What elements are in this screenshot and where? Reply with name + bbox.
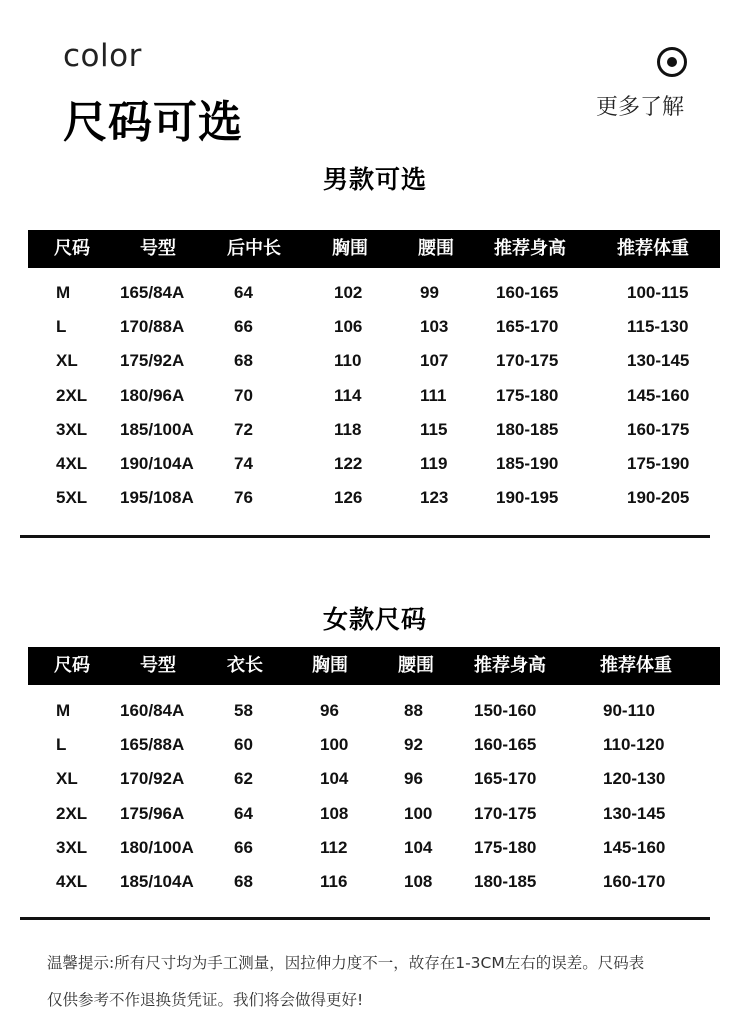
table-cell: 3XL <box>56 419 88 439</box>
table-cell: 126 <box>334 488 363 508</box>
table-cell: XL <box>56 351 78 371</box>
table-cell: 72 <box>234 419 253 439</box>
table-cell: 68 <box>234 872 253 891</box>
table-cell: 88 <box>404 701 423 720</box>
table-cell: 180/100A <box>120 837 194 857</box>
table-row <box>0 764 750 794</box>
table-cell: 115-130 <box>627 317 689 337</box>
women-table-header <box>28 647 720 685</box>
table-cell: L <box>56 735 67 755</box>
women-col-header: 尺码 <box>54 655 90 676</box>
table-cell: 96 <box>320 701 339 720</box>
men-section-title: 男款可选 <box>322 165 427 194</box>
table-cell: 76 <box>234 488 253 508</box>
table-cell: 110 <box>334 351 362 371</box>
table-cell: L <box>56 317 67 337</box>
men-col-header: 腰围 <box>418 238 454 259</box>
table-cell: XL <box>56 769 78 789</box>
table-cell: 110-120 <box>603 735 665 755</box>
table-cell: 185-190 <box>496 454 559 473</box>
table-cell: 116 <box>320 872 348 891</box>
table-cell: M <box>56 701 71 720</box>
table-cell: 160-175 <box>627 419 690 439</box>
men-col-header: 胸围 <box>332 238 368 259</box>
table-cell: 170-175 <box>496 351 559 371</box>
table-cell: 190/104A <box>120 454 194 473</box>
table-cell: 4XL <box>56 454 88 473</box>
table-cell: 2XL <box>56 803 88 823</box>
table-cell: 92 <box>404 735 423 755</box>
table-cell: 58 <box>234 701 253 720</box>
table-cell: 66 <box>234 317 253 337</box>
table-cell: 165/84A <box>120 283 185 302</box>
table-cell: 165-170 <box>474 769 537 789</box>
table-row <box>0 415 750 445</box>
table-cell: 190-195 <box>496 488 559 508</box>
table-cell: 130-145 <box>603 803 666 823</box>
table-cell: 60 <box>234 735 253 755</box>
men-col-header: 尺码 <box>54 238 90 259</box>
table-cell: 170-175 <box>474 803 537 823</box>
table-cell: 180-185 <box>496 419 559 439</box>
table-cell: 165/88A <box>120 735 185 755</box>
table-row <box>0 346 750 376</box>
table-cell: 100-115 <box>627 283 689 302</box>
table-cell: 119 <box>420 454 448 473</box>
table-cell: 74 <box>234 454 253 473</box>
table-cell: 175/92A <box>120 351 185 371</box>
target-icon[interactable] <box>657 47 687 77</box>
table-cell: 66 <box>234 837 253 857</box>
women-section-title: 女款尺码 <box>322 605 427 634</box>
table-cell: 120-130 <box>603 769 666 789</box>
table-cell: 114 <box>334 385 362 405</box>
table-cell: 160-165 <box>496 283 559 302</box>
table-row <box>0 833 750 863</box>
table-cell: 102 <box>334 283 363 302</box>
table-cell: 90-110 <box>603 701 655 720</box>
table-cell: 99 <box>420 283 439 302</box>
table-cell: 70 <box>234 385 253 405</box>
table-cell: 108 <box>320 803 349 823</box>
table-cell: 160-170 <box>603 872 666 891</box>
table-cell: 4XL <box>56 872 88 891</box>
table-cell: 111 <box>420 385 447 405</box>
table-cell: 180-185 <box>474 872 537 891</box>
table-cell: 165-170 <box>496 317 559 337</box>
women-col-header: 推荐身高 <box>474 655 546 676</box>
women-table-rule <box>20 917 710 920</box>
table-cell: 2XL <box>56 385 88 405</box>
table-cell: 106 <box>334 317 363 337</box>
table-row <box>0 312 750 342</box>
women-col-header: 衣长 <box>227 655 263 676</box>
table-cell: 62 <box>234 769 253 789</box>
women-col-header: 腰围 <box>398 655 434 676</box>
men-table-rule <box>20 535 710 538</box>
table-row <box>0 278 750 308</box>
table-cell: 195/108A <box>120 488 194 508</box>
table-cell: 170/92A <box>120 769 185 789</box>
header-title: 尺码可选 <box>63 97 243 148</box>
table-cell: 170/88A <box>120 317 185 337</box>
women-col-header: 胸围 <box>312 655 348 676</box>
table-cell: 108 <box>404 872 433 891</box>
women-col-header: 号型 <box>140 655 176 676</box>
table-cell: 107 <box>420 351 449 371</box>
table-cell: 175-180 <box>474 837 537 857</box>
table-cell: 104 <box>404 837 433 857</box>
table-cell: 160-165 <box>474 735 537 755</box>
table-cell: 185/104A <box>120 872 194 891</box>
table-cell: 130-145 <box>627 351 690 371</box>
table-cell: 150-160 <box>474 701 537 720</box>
table-cell: 160/84A <box>120 701 185 720</box>
table-cell: 123 <box>420 488 449 508</box>
table-cell: 118 <box>334 419 362 439</box>
table-cell: 175/96A <box>120 803 185 823</box>
table-cell: 175-180 <box>496 385 559 405</box>
table-row <box>0 696 750 726</box>
table-cell: M <box>56 283 71 302</box>
table-cell: 145-160 <box>603 837 666 857</box>
table-cell: 96 <box>404 769 423 789</box>
size-note-line-2: 仅供参考不作退换货凭证。我们将会做得更好! <box>47 991 364 1009</box>
table-cell: 104 <box>320 769 349 789</box>
men-col-header: 推荐身高 <box>494 238 566 259</box>
table-cell: 115 <box>420 419 448 439</box>
table-cell: 68 <box>234 351 253 371</box>
table-row <box>0 730 750 760</box>
men-col-header: 号型 <box>140 238 176 259</box>
table-row <box>0 449 750 479</box>
men-col-header: 推荐体重 <box>617 238 689 259</box>
table-cell: 185/100A <box>120 419 194 439</box>
size-note-line-1: 温馨提示:所有尺寸均为手工测量，因拉伸力度不一，故存在1-3CM左右的误差。尺码表 <box>47 954 645 972</box>
table-cell: 180/96A <box>120 385 185 405</box>
table-cell: 103 <box>420 317 449 337</box>
learn-more-link[interactable]: 更多了解 <box>596 95 685 120</box>
table-cell: 100 <box>320 735 349 755</box>
table-cell: 64 <box>234 803 253 823</box>
table-cell: 190-205 <box>627 488 690 508</box>
table-cell: 5XL <box>56 488 88 508</box>
header-title-en: color <box>63 38 142 74</box>
table-cell: 112 <box>320 837 348 857</box>
table-row <box>0 799 750 829</box>
women-col-header: 推荐体重 <box>600 655 672 676</box>
table-row <box>0 483 750 513</box>
table-cell: 145-160 <box>627 385 690 405</box>
table-cell: 122 <box>334 454 363 473</box>
table-row <box>0 867 750 897</box>
men-col-header: 后中长 <box>227 238 281 259</box>
table-cell: 3XL <box>56 837 88 857</box>
table-cell: 64 <box>234 283 253 302</box>
table-cell: 100 <box>404 803 433 823</box>
table-cell: 175-190 <box>627 454 690 473</box>
men-table-header <box>28 230 720 268</box>
table-row <box>0 381 750 411</box>
